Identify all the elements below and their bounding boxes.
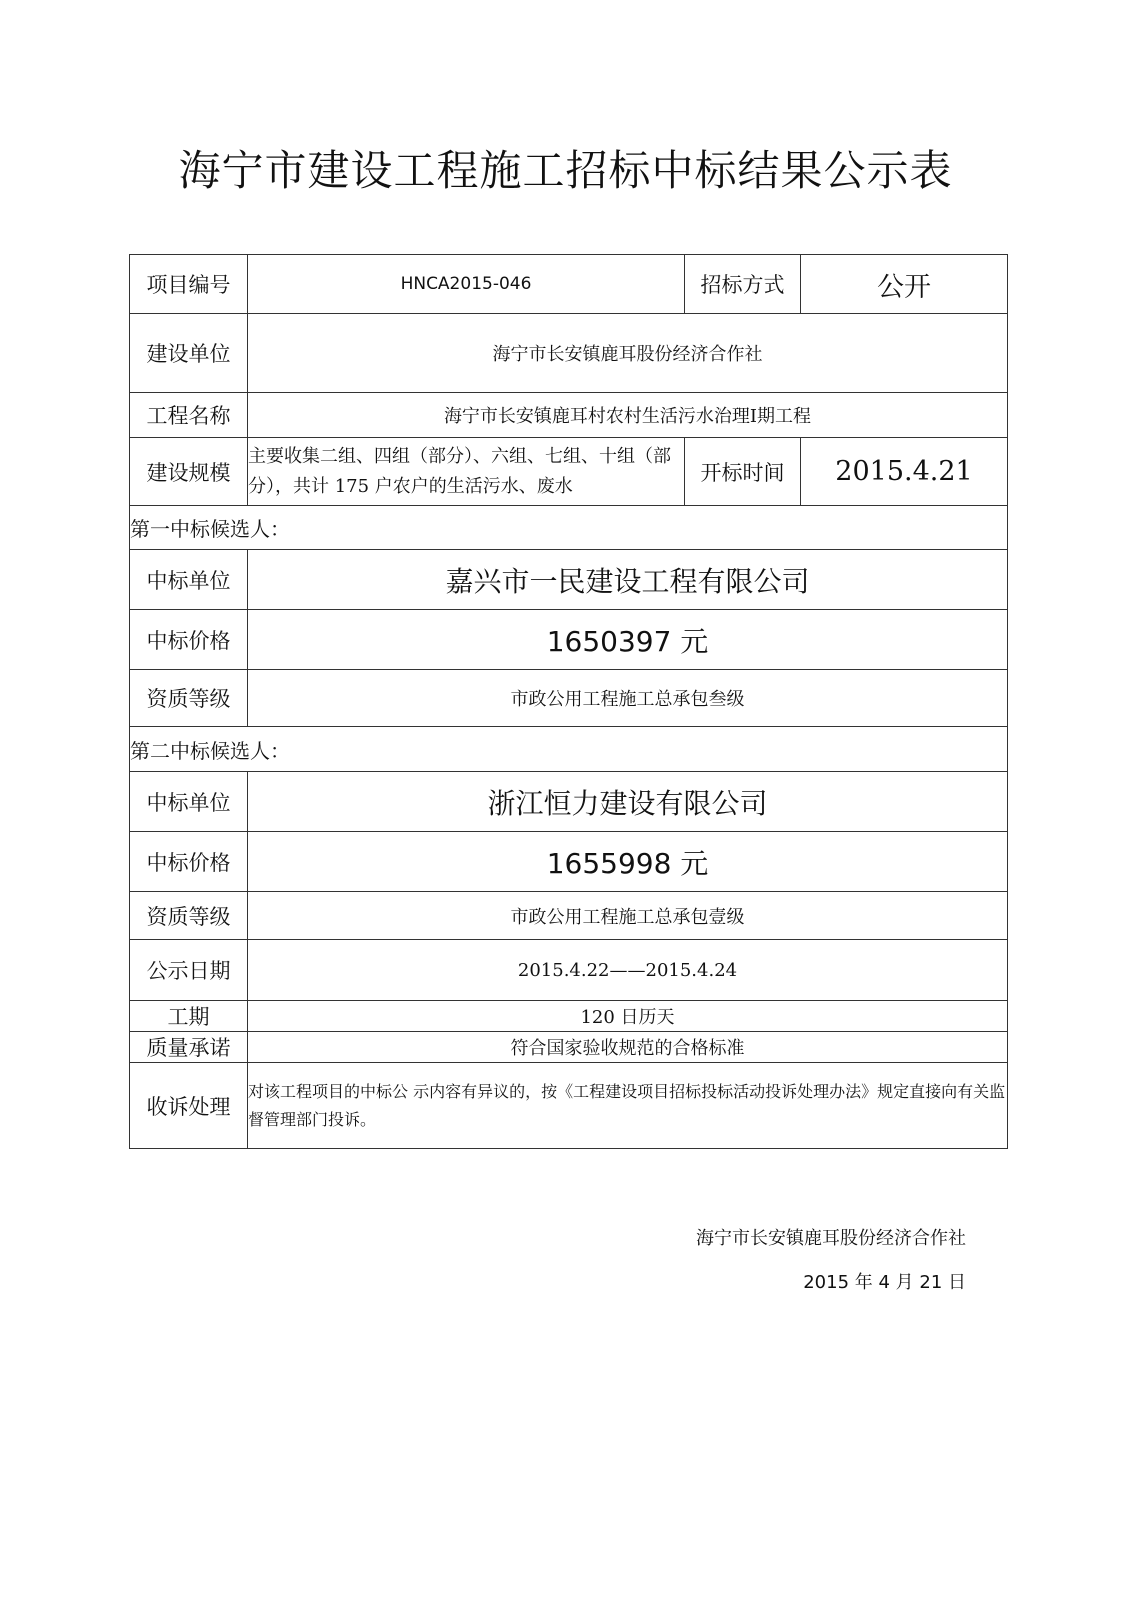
row-candidate1-section: [130, 506, 1008, 550]
row-candidate1-qual: [130, 670, 1008, 727]
publicity-date-value: 2015.4.22——2015.4.24: [248, 940, 1008, 1001]
candidate1-price-label: 中标价格: [130, 610, 248, 670]
candidate2-qual-value: 市政公用工程施工总承包壹级: [248, 892, 1008, 940]
candidate1-price-value: 1650397 元: [248, 610, 1008, 670]
row-project-code: [130, 255, 1008, 314]
open-time-label: 开标时间: [685, 438, 801, 506]
candidate1-unit-label: 中标单位: [130, 550, 248, 610]
row-candidate1-unit: [130, 550, 1008, 610]
quality-label: 质量承诺: [130, 1032, 248, 1063]
row-quality: [130, 1032, 1008, 1063]
candidate1-section-title: 第一中标候选人：: [130, 506, 1008, 550]
builder-label: 建设单位: [130, 314, 248, 393]
row-candidate2-unit: [130, 772, 1008, 832]
open-time-value: 2015.4.21: [801, 438, 1008, 506]
row-candidate2-section: [130, 727, 1008, 772]
complaint-label: 收诉处理: [130, 1063, 248, 1149]
row-scale: [130, 438, 1008, 506]
row-candidate2-qual: [130, 892, 1008, 940]
bid-method-value: 公开: [801, 255, 1008, 314]
row-project-name: [130, 393, 1008, 438]
candidate2-price-label: 中标价格: [130, 832, 248, 892]
row-period: [130, 1001, 1008, 1032]
candidate2-qual-label: 资质等级: [130, 892, 248, 940]
candidate2-unit-value: 浙江恒力建设有限公司: [248, 772, 1008, 832]
candidate1-unit-value: 嘉兴市一民建设工程有限公司: [248, 550, 1008, 610]
candidate2-price-value: 1655998 元: [248, 832, 1008, 892]
complaint-value: 对该工程项目的中标公 示内容有异议的，按《工程建设项目招标投标活动投诉处理办法》规定直接向有关监督管理部门投诉。: [248, 1063, 1008, 1149]
row-builder: [130, 314, 1008, 393]
row-candidate1-price: [130, 610, 1008, 670]
publicity-date-label: 公示日期: [130, 940, 248, 1001]
row-complaint: [130, 1063, 1008, 1149]
scale-label: 建设规模: [130, 438, 248, 506]
row-publicity-date: [130, 940, 1008, 1001]
bid-result-table: [129, 254, 1008, 1149]
row-candidate2-price: [130, 832, 1008, 892]
project-code-label: 项目编号: [130, 255, 248, 314]
project-code-value: HNCA2015-046: [248, 255, 685, 314]
footer-organization: 海宁市长安镇鹿耳股份经济合作社: [696, 1228, 966, 1249]
quality-value: 符合国家验收规范的合格标准: [248, 1032, 1008, 1063]
candidate2-unit-label: 中标单位: [130, 772, 248, 832]
footer-date: 2015 年 4 月 21 日: [803, 1272, 966, 1293]
scale-value: 主要收集二组、四组（部分）、六组、七组、十组（部分），共计 175 户农户的生活污水、废水: [248, 438, 685, 506]
candidate1-qual-label: 资质等级: [130, 670, 248, 727]
builder-value: 海宁市长安镇鹿耳股份经济合作社: [248, 314, 1008, 393]
project-name-label: 工程名称: [130, 393, 248, 438]
period-label: 工期: [130, 1001, 248, 1032]
bid-method-label: 招标方式: [685, 255, 801, 314]
candidate2-section-title: 第二中标候选人：: [130, 727, 1008, 772]
page-title: 海宁市建设工程施工招标中标结果公示表: [178, 146, 953, 195]
period-value: 120 日历天: [248, 1001, 1008, 1032]
project-name-value: 海宁市长安镇鹿耳村农村生活污水治理Ⅰ期工程: [248, 393, 1008, 438]
candidate1-qual-value: 市政公用工程施工总承包叁级: [248, 670, 1008, 727]
